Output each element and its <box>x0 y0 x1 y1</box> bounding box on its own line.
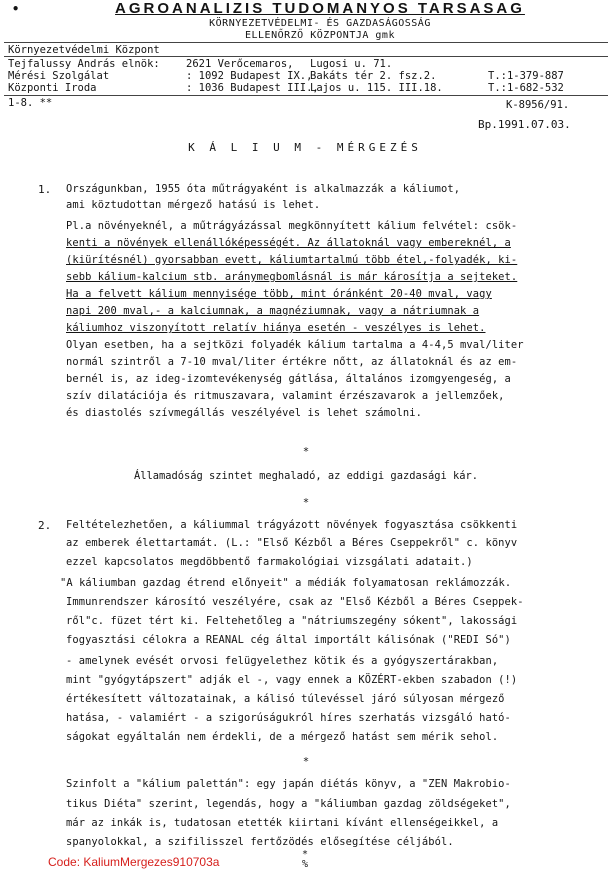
paragraph-line: Pl.a növényeknél, a műtrágyázással megkönnyített kálium felvétel: csök- <box>66 220 518 232</box>
paragraph-line: mint "gyógytápszert" adják el -, vagy ennek a KÖZÉRT-ekben szabadon (!) <box>66 674 518 686</box>
paragraph-line: spanyolokkal, a szifilisszel fertőzödés elősegítése céljából. <box>66 836 454 848</box>
address-row-post: : 1036 Budapest III., <box>186 82 319 94</box>
paragraph-line: már az inkák is, tudatosan etették kiirtani kívánt ellenségeikkel, a <box>66 817 499 829</box>
left-reference: 1-8. ** <box>8 97 53 109</box>
letterhead-divider <box>4 42 608 43</box>
address-row-tel: T.:1-682-532 <box>488 82 564 94</box>
paragraph-line: ről"c. füzet tért ki. Feltehetőleg a "nátriumszegény sókent", lakossági <box>66 615 518 627</box>
paragraph-line: értékesített változatainak, a kálisó túlevéssel járó súlyosan mérgező <box>66 693 505 705</box>
center-name: Környezetvédelmi Központ <box>8 44 160 56</box>
paragraph-line: káliumhoz viszonyított relatív hiánya esetén - veszélyes is lehet. <box>66 322 486 334</box>
address-row-label: Mérési Szolgálat <box>8 70 110 82</box>
paragraph-line: tikus Diéta" szerint, legendás, hogy a "káliumban gazdag zöldségeket", <box>66 798 511 810</box>
paragraph-line: Olyan esetben, ha a sejtközi folyadék kálium tartalma a 4-4,5 mval/liter <box>66 339 524 351</box>
separator-asterisk: * <box>302 446 310 458</box>
paragraph-line: Immunrendszer károsító veszélyére, csak az "Első Kézből a Béres Cseppek- <box>66 596 524 608</box>
right-reference: K-8956/91. <box>506 99 570 111</box>
letterhead-divider-3 <box>4 95 608 96</box>
letterhead-divider-2 <box>4 56 608 57</box>
document-title: K Á L I U M - MÉRGEZÉS <box>188 141 422 154</box>
paragraph-line: ságokat egyáltalán nem érdekli, de a mérgező hatást sem mérik sehol. <box>66 731 499 743</box>
paragraph-line: Feltételezhetően, a káliummal trágyázott növények fogyasztása csökkenti <box>66 519 518 531</box>
address-row-post: 2621 Verőcemaros, <box>186 58 294 70</box>
paragraph-line: Szinfolt a "kálium palettán": egy japán diétás könyv, a "ZEN Makrobio- <box>66 778 511 790</box>
document-code-label: Code: KaliumMergezes910703a <box>48 855 220 869</box>
separator-asterisk: * <box>302 756 310 768</box>
section-number: 1. <box>38 183 52 196</box>
paragraph-line: fogyasztási célokra a REANAL cég által importált kálisónak ("REDI Só") <box>66 634 511 646</box>
paragraph-line: és diastolés szívmegállás veszélyével is lehet számolni. <box>66 407 422 419</box>
paragraph-line: sebb kálium-kalcium stb. aránymegbomlásnál is már károsítja a sejteket. <box>66 271 518 283</box>
letterhead-bullet: • <box>12 2 20 16</box>
paragraph-line: az emberek élettartamát. (L.: "Első Kézből a Béres Cseppekről" c. könyv <box>66 537 518 549</box>
address-row-label: Tejfalussy András elnök: <box>8 58 160 70</box>
paragraph-line: szív dilatációja és ritmuszavara, valamint érzészavarok a jellemzőek, <box>66 390 505 402</box>
organization-name: AGROANALIZIS TUDOMANYOS TARSASAG <box>115 0 525 17</box>
paragraph-line: - amelynek evését orvosi felügyelethez kötik és a gyógyszertárakban, <box>66 655 499 667</box>
organization-subtitle-1: KÖRNYEZETVÉDELMI- ÉS GAZDASÁGOSSÁG <box>209 18 431 29</box>
organization-subtitle-2: ELLENŐRZŐ KÖZPONTJA gmk <box>245 30 395 41</box>
paragraph-line: napi 200 mval,- a kalciumnak, a magnéziumnak, vagy a nátriumnak a <box>66 305 480 317</box>
address-row-label: Központi Iroda <box>8 82 97 94</box>
paragraph-line: "A káliumban gazdag étrend előnyeit" a médiák folyamatosan reklámozzák. <box>60 577 512 589</box>
address-row-street: Bakáts tér 2. fsz.2. <box>310 70 437 82</box>
address-row-street: Lugosi u. 71. <box>310 58 393 70</box>
address-row-tel: T.:1-379-887 <box>488 70 564 82</box>
paragraph-line: (kiürítésnél) gyorsabban evett, káliumtartalmú több étel,-folyadék, ki- <box>66 254 518 266</box>
paragraph-line: hatása, - valamiért - a szigorúságukról híres szerhatás vizsgáló ható- <box>66 712 511 724</box>
paragraph-line: Ha a felvett kálium mennyisége több, mint óránként 20-40 mval, vagy <box>66 288 492 300</box>
paragraph-line: kenti a növények ellenállóképességét. Az állatoknál vagy embereknél, a <box>66 237 511 249</box>
footer-mark: * % <box>302 849 309 870</box>
document-date: Bp.1991.07.03. <box>478 118 571 131</box>
paragraph-line: ami köztudottan mérgező hatású is lehet. <box>66 199 321 211</box>
address-row-post: : 1092 Budapest IX., <box>186 70 313 82</box>
paragraph-line: ezzel kapcsolatos megdöbbentő farmakológiai vizsgálati adatait.) <box>66 556 473 568</box>
middle-statement: Államadóság szintet meghaladó, az eddigi gazdasági kár. <box>133 470 479 482</box>
separator-asterisk: * <box>302 497 310 509</box>
section-number: 2. <box>38 519 52 532</box>
paragraph-line: normál szintről a 7-10 mval/liter értékre nőtt, az állatoknál és az em- <box>66 356 518 368</box>
paragraph-line: bernél is, az ideg-izomtevékenység gátlása, általános izomgyengeség, a <box>66 373 511 385</box>
paragraph-line: Országunkban, 1955 óta műtrágyaként is alkalmazzák a káliumot, <box>66 183 461 195</box>
address-row-street: Lajos u. 115. III.18. <box>310 82 443 94</box>
